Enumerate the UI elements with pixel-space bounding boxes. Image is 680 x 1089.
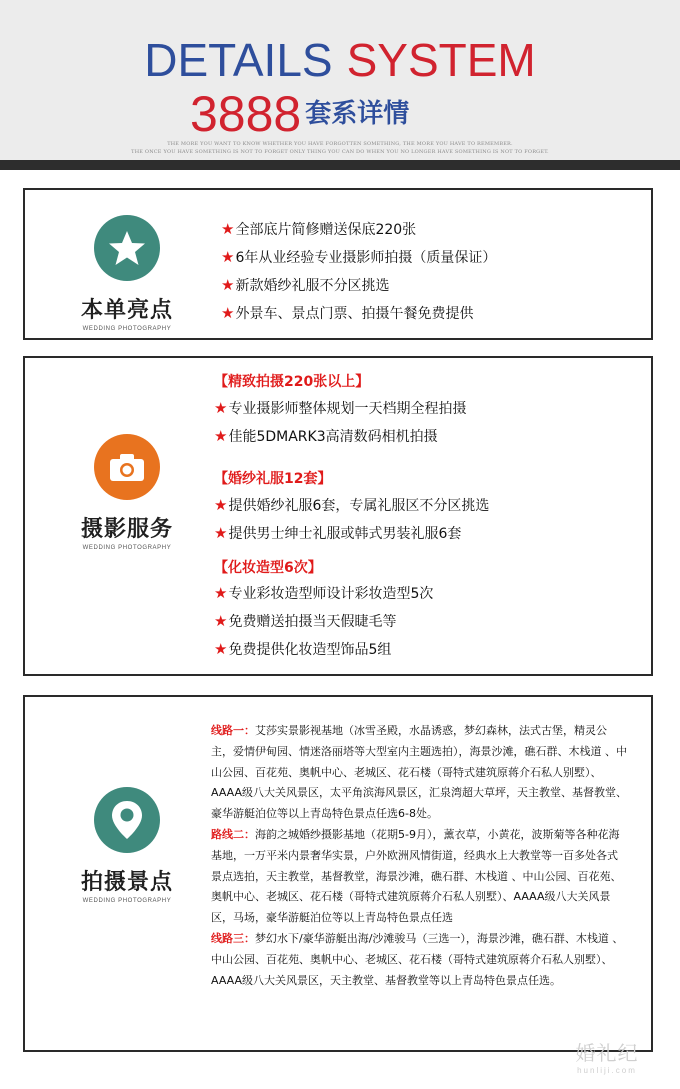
section-heading: 【婚纱礼服12套】 bbox=[214, 471, 332, 487]
star-bullet-icon: ★ bbox=[221, 276, 235, 294]
highlights-list bbox=[221, 216, 496, 328]
star-bullet-icon: ★ bbox=[221, 248, 235, 266]
star-icon bbox=[94, 215, 160, 281]
services-badge bbox=[73, 434, 181, 551]
camera-icon bbox=[94, 434, 160, 500]
list-item: ★提供婚纱礼服6套，专属礼服区不分区挑选 bbox=[214, 496, 490, 514]
route-label: 线路一： bbox=[211, 724, 255, 737]
star-bullet-icon: ★ bbox=[214, 584, 228, 602]
star-bullet-icon: ★ bbox=[214, 524, 228, 542]
star-bullet-icon: ★ bbox=[214, 612, 228, 630]
routes-text bbox=[211, 721, 627, 991]
services-list-shoot bbox=[214, 395, 466, 451]
list-item: ★免费提供化妆造型饰品5组 bbox=[214, 640, 392, 658]
header-banner bbox=[0, 0, 680, 160]
star-bullet-icon: ★ bbox=[214, 427, 228, 445]
list-item: ★提供男士绅士礼服或韩式男装礼服6套 bbox=[214, 524, 462, 542]
services-panel bbox=[23, 356, 653, 676]
list-item: ★外景车、景点门票、拍摄午餐免费提供 bbox=[221, 304, 474, 322]
watermark-logo: 婚礼纪 hunliji.com bbox=[575, 1041, 639, 1075]
highlights-panel bbox=[23, 188, 653, 340]
star-bullet-icon: ★ bbox=[221, 304, 235, 322]
route-paragraph: 线路一：艾莎实景影视基地（冰雪圣殿，水晶诱惑，梦幻森林，法式古堡，精灵公主，爱情伊甸园、情迷洛丽塔等大型室内主题选拍），海景沙滩，礁石群、木栈道 、中山公园、百花苑、奥帆中心、老城区、花石楼（哥特式建筑原蒋介石私人别墅）、AAAA级八大关风景区，太平角滨海风景区，汇泉湾超大草坪，天主教堂、基督教堂、豪华游艇泊位等以上青岛特色景点任选6-8处。 bbox=[211, 724, 628, 821]
list-item: ★新款婚纱礼服不分区挑选 bbox=[221, 276, 390, 294]
services-subtitle: WEDDING PHOTOGRAPHY bbox=[82, 545, 172, 551]
title-word-details: DETAILS bbox=[144, 34, 333, 86]
services-title: 摄影服务 bbox=[80, 517, 173, 542]
star-bullet-icon: ★ bbox=[214, 399, 228, 417]
services-list-makeup bbox=[214, 580, 433, 664]
services-list-gowns bbox=[214, 492, 489, 548]
tagline-line-2: THE ONCE YOU HAVE SOMETHING IS NOT TO FORGET ONLY THING YOU CAN DO WHEN YOU NO LONGER HAVE SOMETHING IS NOT TO FORGET. bbox=[131, 149, 549, 155]
star-bullet-icon: ★ bbox=[214, 640, 228, 658]
list-item: ★6年从业经验专业摄影师拍摄（质量保证） bbox=[221, 248, 497, 266]
highlights-title: 本单亮点 bbox=[80, 298, 173, 323]
route-label: 路线二： bbox=[211, 827, 255, 841]
section-heading: 【化妆造型6次】 bbox=[214, 560, 322, 576]
package-subtitle: 套系详情 bbox=[305, 99, 410, 129]
list-item: ★全部底片简修赠送保底220张 bbox=[221, 220, 417, 238]
locations-panel bbox=[23, 695, 653, 1052]
map-pin-icon bbox=[94, 787, 160, 853]
list-item: ★佳能5DMARK3高清数码相机拍摄 bbox=[214, 427, 438, 445]
price-subtitle bbox=[190, 88, 409, 140]
highlights-subtitle: WEDDING PHOTOGRAPHY bbox=[82, 326, 172, 332]
header-title bbox=[0, 34, 680, 86]
star-bullet-icon: ★ bbox=[221, 220, 235, 238]
tagline-line-1: THE MORE YOU WANT TO KNOW WHETHER YOU HAVE FORGOTTEN SOMETHING, THE MORE YOU HAVE TO REMEMBER. bbox=[167, 141, 513, 147]
star-bullet-icon: ★ bbox=[214, 496, 228, 514]
locations-title: 拍摄景点 bbox=[80, 870, 173, 895]
header-divider-bar bbox=[0, 160, 680, 170]
list-item: ★专业彩妆造型师设计彩妆造型5次 bbox=[214, 584, 434, 602]
section-heading: 【精致拍摄220张以上】 bbox=[214, 374, 370, 390]
locations-badge bbox=[73, 787, 181, 904]
highlights-badge bbox=[73, 215, 181, 332]
route-paragraph: 路线二：海韵之城婚纱摄影基地（花期5-9月），薰衣草，小黄花，波斯菊等各种花海基地，一万平米内景奢华实景，户外欧洲风情街道，经典水上大教堂等一百多处各式景点选拍，天主教堂，基督教堂，海景沙滩，礁石群、木栈道 、中山公园、百花苑、奥帆中心、老城区、花石楼（哥特式建筑原蒋介石私人别墅）、AAAA级八大关风景区，马场，豪华游艇泊位等以上青岛特色景点任选 bbox=[211, 827, 622, 925]
route-paragraph: 线路三：梦幻水下/豪华游艇出海/沙滩骏马（三选一），海景沙滩，礁石群、木栈道 、中山公园、百花苑、奥帆中心、老城区、花石楼（哥特式建筑原蒋介石私人别墅）、AAAA级八大关风景区，天主教堂、基督教堂等以上青岛特色景点任选。 bbox=[211, 931, 624, 987]
list-item: ★专业摄影师整体规划一天档期全程拍摄 bbox=[214, 399, 467, 417]
locations-subtitle: WEDDING PHOTOGRAPHY bbox=[82, 898, 172, 904]
list-item: ★免费赠送拍摄当天假睫毛等 bbox=[214, 612, 397, 630]
package-price: 3888 bbox=[190, 86, 302, 142]
title-word-system: SYSTEM bbox=[346, 34, 536, 86]
route-label: 线路三： bbox=[211, 931, 255, 945]
